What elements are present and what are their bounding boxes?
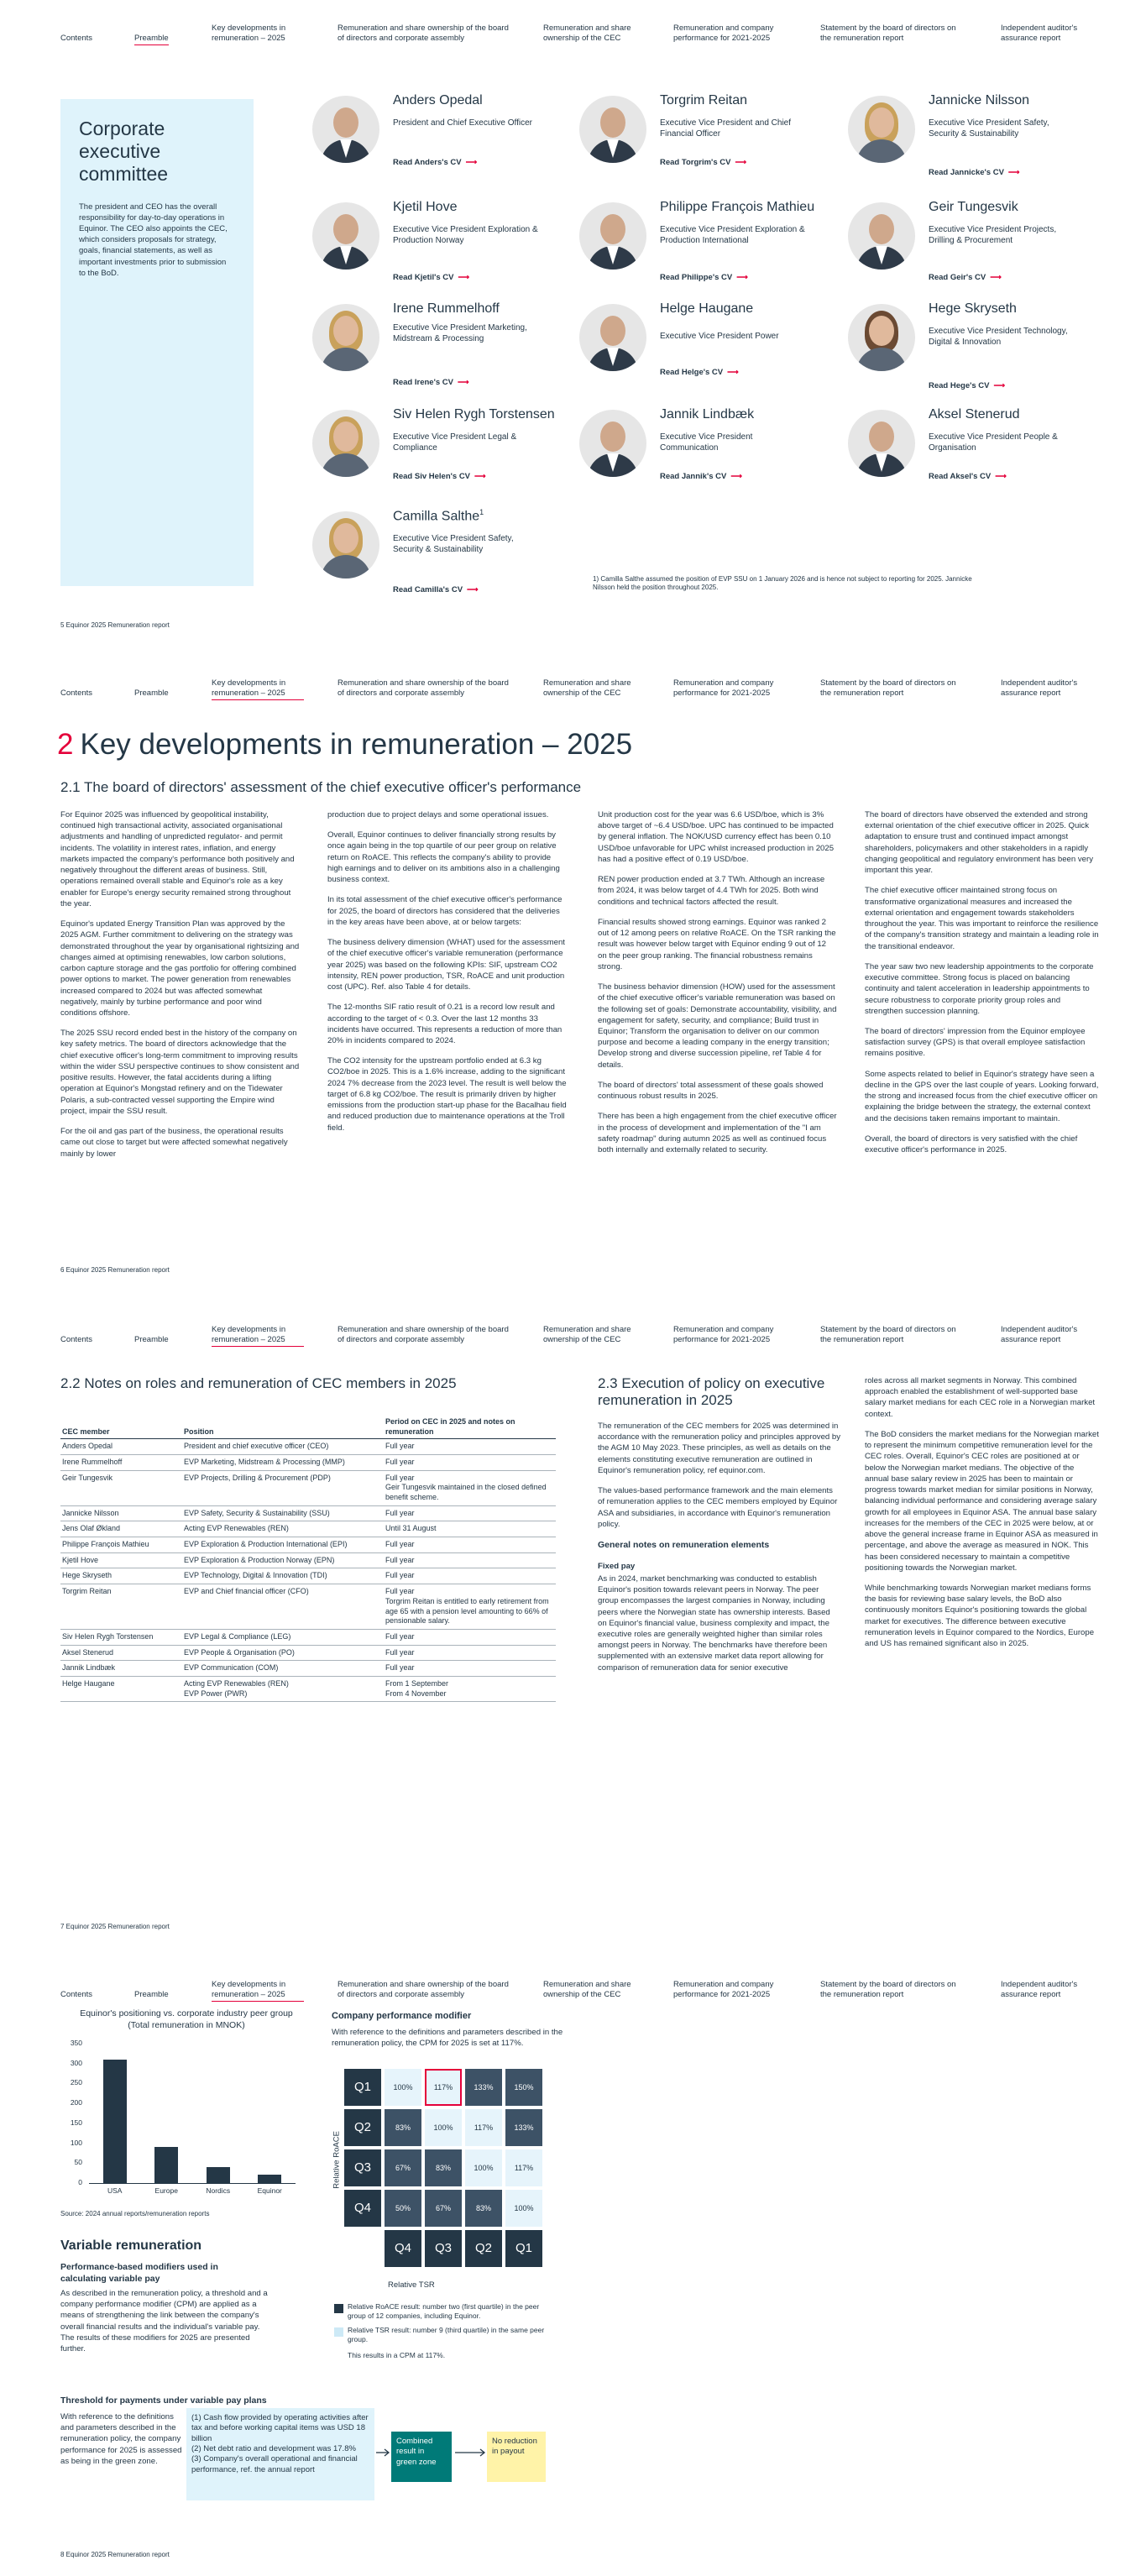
person-card xyxy=(848,406,1100,499)
person-card xyxy=(312,508,564,600)
portrait-photo xyxy=(312,511,379,579)
arrow-right-icon: ⟶ xyxy=(993,381,1006,390)
arrow-right-icon: ⟶ xyxy=(467,585,479,594)
x-tick-label: Nordics xyxy=(206,2186,231,2195)
arrow-right-icon: ⟶ xyxy=(735,158,747,167)
table-row xyxy=(60,1537,556,1553)
position-cell: Acting EVP Renewables (REN) xyxy=(182,1521,384,1537)
legend-result: This results in a CPM at 117%. xyxy=(348,2351,446,2359)
cec-member-cell: Philippe François Mathieu xyxy=(60,1537,182,1553)
nav-contents[interactable]: Contents xyxy=(60,1335,93,1344)
cpm-title: Company performance modifier xyxy=(332,2011,472,2021)
arrow-right-icon: ⟶ xyxy=(458,273,470,282)
cv-link[interactable]: Read Anders's CV ⟶ xyxy=(393,158,478,167)
section-title: Key developments in remuneration – 2025 xyxy=(80,728,633,761)
table-row xyxy=(60,1470,556,1505)
legend-tsr: Relative TSR result: number 9 (third quartile) in the same peer group. xyxy=(348,2326,545,2344)
table-row xyxy=(60,1521,556,1537)
nav-preamble[interactable]: Preamble xyxy=(134,1990,169,1999)
table-row xyxy=(60,1568,556,1584)
cv-link[interactable]: Read Hege's CV ⟶ xyxy=(929,381,1006,390)
text-column-4: The board of directors have observed the extended and strong external orientation of the chief executive officer in 2025. Quick adaptation to ensure trust and continued impact amongst shareholders, policymakers and other stakeholders in a rapidly changing geopolitical and regulatory environment has been very important this year. The chief executive officer maintained strong focus on transformative organizational measures and increased the external orientation and engagement towards stakeholders throughout the year. This was important to reinforce the resilience of the company's transition strategy and maintain a leading role in the transitional endeavor. The year saw two new leadership appointments to the corporate executive committee. Strong focus is placed on balancing continuity and talent acceleration in leadership appointments to secure robustness to corporate priority group roles and strengthen succession planning. The board of directors' impression from the Equinor employee satisfaction survey (GPS) is that overall employee satisfaction remains positive. Some aspects related to belief in Equinor's strategy have seen a decline in the GPS over the last couple of years. Looking forward, the strong and increased focus from the chief executive officer on explaining the bridge between the strategy, the external context and the decisions taken remains important to maintain. Overall, the board of directors is very satisfied with the chief executive officer's performance in 2025. xyxy=(865,810,1099,1155)
person-card xyxy=(312,199,564,291)
cv-link[interactable]: Read Aksel's CV ⟶ xyxy=(929,472,1007,481)
cec-member-cell: Aksel Stenerud xyxy=(60,1645,182,1661)
cec-box-text: The president and CEO has the overall responsibility for day-to-day operations in Equinor. The CEO also appoints the CEC, which considers proposals for strategy, goals, financial statements, as well as important investments prior to submission to the BoD. xyxy=(79,202,228,278)
position-cell: EVP Exploration & Production International (EPI) xyxy=(182,1537,384,1553)
person-name: Aksel Stenerud xyxy=(929,407,1020,421)
green-zone-box: Combined result in green zone xyxy=(391,2432,452,2482)
text-column-3: Unit production cost for the year was 6.6 USD/boe, which is 3% above target of ~6.4 USD/boe. UPC has continued to be impacted by general inflation. The NOK/USD currency effect has been 0.10 USD/boe unfavorable for UPC whilst increased production in 2025 has had a positive effect of 0.19 USD/boe. REN power production ended at 3.7 TWh. Although an increase from 2024, it was below target of 4.4 TWh for 2025. Both wind conditions and technical factors affected the result. Financial results showed strong earnings. Equinor was ranked 2 out of 12 among peers on relative RoACE. On the TSR ranking the result was however below target with Equinor ending 9 out of 12 on the peer group ranking. The financial robustness remains strong. The business behavior dimension (HOW) used for the assessment of the chief executive officer's variable remuneration was based on the following set of goals: Demonstrate accountability, visibility, and engagement for safety, security, and compliance; Build trust in Equinor; Transform the organisation to deliver on our common purpose and become a leading company in the energy transition; Develop strong and diverse succession pipeline, ref Table 4 for details. The board of directors' total assessment of these goals showed continuous robust results in 2025. There has been a high engagement from the chief executive officer in the process of development and implementation of the "I am safety roadmap" during autumn 2025 as well as continued focus both internally and externally related to security. xyxy=(598,810,837,1155)
top-nav xyxy=(60,1325,1097,1348)
legend-roace: Relative RoACE result: number two (first quartile) in the peer group of 12 companies, including Equinor. xyxy=(348,2302,540,2321)
person-title: Executive Vice President Exploration & Production International xyxy=(660,225,805,245)
period-cell: Full year xyxy=(384,1439,556,1455)
cec-member-cell: Jens Olaf Økland xyxy=(60,1521,182,1537)
person-card xyxy=(579,406,831,499)
person-name: Hege Skryseth xyxy=(929,301,1017,316)
cec-roles-table xyxy=(60,1415,556,1702)
column-header: Position xyxy=(182,1415,384,1439)
person-card xyxy=(848,92,1100,185)
cec-member-cell: Hege Skryseth xyxy=(60,1568,182,1584)
top-nav xyxy=(60,24,1097,47)
position-cell: Acting EVP Renewables (REN) EVP Power (PWR) xyxy=(182,1676,384,1701)
cec-member-cell: Helge Haugane xyxy=(60,1676,182,1701)
nav-company-performance[interactable]: Remuneration and company performance for 2021-2025 xyxy=(673,1325,774,1344)
row-label: Q1 xyxy=(344,2069,381,2106)
policy-column-2: roles across all market segments in Norway. This combined approach enabled the establishment of well-supported base salary market medians for each CEC role in a Norwegian market context. The BoD considers the market medians for the Norwegian market to represent the minimum competitive remuneration level for the CEC roles. Overall, Equinor's CEC roles are positioned at or below the Norwegian market medians. The objective of the annual base salary review in 2025 has been to maintain or progress towards market median for similar positions in Norway, balancing individual performance and considering average salary growth for all employees in Equinor ASA. The annual base salary increases for the members of the CEC in 2025 were below, at or above the general increase frame in Equinor ASA as measured in percentage, and above the average as measured in NOK. This has been considered necessary to maintain a competitive positioning towards the Norwegian market. While benchmarking towards Norwegian market medians forms the basis for reviewing base salary levels, the BoD also continuously monitors Equinor's positioning towards the global market for executives. The difference between executive remuneration levels in Equinor compared to the Nordics, Europe and US has remained significant also in 2025. xyxy=(865,1376,1099,1649)
cec-member-cell: Torgrim Reitan xyxy=(60,1584,182,1630)
position-cell: EVP Safety, Security & Sustainability (SSU) xyxy=(182,1505,384,1521)
nav-preamble[interactable]: Preamble xyxy=(134,1335,169,1344)
nav-board-statement[interactable]: Statement by the board of directors on the remuneration report xyxy=(820,24,956,43)
person-title: Executive Vice President Safety, Security & Sustainability xyxy=(929,118,1049,139)
cec-box-title: Corporate executive committee xyxy=(79,118,169,186)
person-name: Jannik Lindbæk xyxy=(660,407,755,421)
portrait-photo xyxy=(579,202,646,270)
matrix-cell: 67% xyxy=(385,2149,421,2186)
footnote: 1) Camilla Salthe assumed the position of EVP SSU on 1 January 2026 and is hence not subject to reporting for 2025. Jannicke Nilsson held the position throughout 2025. xyxy=(593,575,972,592)
table-row xyxy=(60,1645,556,1661)
period-cell: Full year xyxy=(384,1568,556,1584)
table-header-row xyxy=(60,1415,556,1439)
period-cell: Full year Geir Tungesvik maintained in the closed defined benefit scheme. xyxy=(384,1470,556,1505)
flow-arrow xyxy=(374,2447,391,2458)
cv-link[interactable]: Read Geir's CV ⟶ xyxy=(929,273,1002,282)
page-5 xyxy=(0,0,1146,655)
y-tick-label: 150 xyxy=(70,2118,82,2127)
nav-board-remuneration[interactable]: Remuneration and share ownership of the board of directors and corporate assembly xyxy=(338,24,509,43)
position-cell: EVP Communication (COM) xyxy=(182,1661,384,1677)
text-column-2: production due to project delays and some operational issues. Overall, Equinor continues to deliver financially strong results by once again being in the top quartile of our peer group on relative return on RoACE. This reflects the company's ability to provide high earnings and to deliver on its ambitions also in a challenging business context. In its total assessment of the chief executive officer's performance for 2025, the board of directors has considered that the deliveries in the key areas have been above, at or below targets: The business delivery dimension (WHAT) used for the assessment of the chief executive officer's variable remuneration (performance year 2025) was based on the following KPIs: SIF, upstream CO2 intensity, REN power production, TSR, RoACE and unit production cost (UPC). Ref. also Table 4 for details. The 12-months SIF ratio result of 0.21 is a record low result and according to the target of < 0.3. Over the last 12 months 33 incidents have occurred. This represents a reduction of more than 20% in incidents compared to 2024. The CO2 intensity for the upstream portfolio ended at 6.3 kg CO2/boe in 2025. This is a 1.6% increase, adding to the significant 2024 7% decrease from the 2023 level. The result is well below the target of 6.8 kg CO2/boe. The result is primarily driven by higher emissions from the production start-up phase for the Bacalhau field and reduced production due to maintenance operations at the Troll field. xyxy=(327,810,567,1133)
nav-auditor-report[interactable]: Independent auditor's assurance report xyxy=(1001,1980,1078,1999)
person-name: Irene Rummelhoff xyxy=(393,301,500,316)
nav-board-remuneration[interactable]: Remuneration and share ownership of the board of directors and corporate assembly xyxy=(338,1980,509,1999)
cv-link[interactable]: Read Irene's CV ⟶ xyxy=(393,378,469,387)
matrix-cell: 100% xyxy=(385,2069,421,2106)
portrait-photo xyxy=(312,202,379,270)
cv-link[interactable]: Read Siv Helen's CV ⟶ xyxy=(393,472,486,481)
nav-cec-remuneration[interactable]: Remuneration and share ownership of the CEC xyxy=(543,678,631,698)
period-cell: Full year Torgrim Reitan is entitled to early retirement from age 65 with a pension level amounting to 66% of pensionable salary. xyxy=(384,1584,556,1630)
person-name: Torgrim Reitan xyxy=(660,93,748,107)
y-tick-label: 300 xyxy=(70,2058,82,2067)
period-cell: Full year xyxy=(384,1454,556,1470)
table-row xyxy=(60,1584,556,1630)
period-cell: From 1 September From 4 November xyxy=(384,1676,556,1701)
arrow-right-icon: ⟶ xyxy=(727,368,739,377)
period-cell: Until 31 August xyxy=(384,1521,556,1537)
position-cell: EVP Legal & Compliance (LEG) xyxy=(182,1629,384,1645)
person-title: Executive Vice President and Chief Financial Officer xyxy=(660,118,792,139)
portrait-photo xyxy=(848,96,915,163)
table-row xyxy=(60,1676,556,1701)
person-name: Kjetil Hove xyxy=(393,200,458,214)
person-title: Executive Vice President Technology, Digital & Innovation xyxy=(929,327,1068,347)
bar-chart-title: Equinor's positioning vs. corporate industry peer group (Total remuneration in MNOK) xyxy=(80,2008,293,2030)
nav-cec-remuneration[interactable]: Remuneration and share ownership of the CEC xyxy=(543,1325,631,1344)
table-row xyxy=(60,1454,556,1470)
table-row xyxy=(60,1552,556,1568)
table-row xyxy=(60,1629,556,1645)
period-cell: Full year xyxy=(384,1661,556,1677)
position-cell: EVP Projects, Drilling & Procurement (PDP) xyxy=(182,1470,384,1505)
subsection-title-2-2: 2.2 Notes on roles and remuneration of CEC members in 2025 xyxy=(60,1375,457,1391)
person-title: Executive Vice President Communication xyxy=(660,432,753,453)
y-tick-label: 100 xyxy=(70,2138,82,2147)
period-cell: Full year xyxy=(384,1629,556,1645)
legend-swatch-light xyxy=(334,2327,343,2337)
table-row xyxy=(60,1505,556,1521)
y-tick-label: 200 xyxy=(70,2098,82,2107)
person-title: Executive Vice President Exploration & Production Norway xyxy=(393,225,538,245)
matrix-cell: 133% xyxy=(505,2109,542,2146)
person-name: Helge Haugane xyxy=(660,301,754,316)
variable-remuneration-subtitle: Performance-based modifiers used in calculating variable pay xyxy=(60,2262,218,2284)
person-card xyxy=(848,199,1100,291)
cpm-x-label: Relative TSR xyxy=(388,2280,435,2290)
person-title: Executive Vice President Safety, Security & Sustainability xyxy=(393,534,514,554)
cv-link[interactable]: Read Helge's CV ⟶ xyxy=(660,368,739,377)
arrow-right-icon: ⟶ xyxy=(465,158,478,167)
matrix-cell: 100% xyxy=(505,2190,542,2227)
cec-member-cell: Kjetil Hove xyxy=(60,1552,182,1568)
cec-intro-box xyxy=(60,99,254,586)
cv-link[interactable]: Read Kjetil's CV ⟶ xyxy=(393,273,470,282)
top-nav xyxy=(60,678,1097,702)
nav-company-performance[interactable]: Remuneration and company performance for 2021-2025 xyxy=(673,678,774,698)
row-label: Q2 xyxy=(344,2109,381,2146)
policy-column-1: The remuneration of the CEC members for 2025 was determined in accordance with the remuneration policy and principles approved by the AGM 10 May 2023. These principles, as well as details on the elements constituting executive remuneration are outlined in Equinor's remuneration policy, ref equinor.com. The values-based performance framework and the main elements of remuneration applies to the CEC members employed by Equinor ASA and subsidiaries, in accordance with Equinor's remuneration policy. General notes on remuneration elements Fixed pay As in 2024, market benchmarking was conducted to establish Equinor's position towards relevant peers in Norway. The peer group encompasses the largest companies in Norway, including peers where the Norwegian state has ownership interests. Based on Equinor's financial value, business complexity and impact, the executive roles are generally weighted higher than similar roles amongst peers in Norway. The benchmarks have therefore been supplemented with an extensive market data report allowing for comparison of remuneration data for senior executive xyxy=(598,1422,841,1673)
chart-source: Source: 2024 annual reports/remuneration reports xyxy=(60,2210,210,2217)
portrait-photo xyxy=(848,410,915,477)
bar-nordics xyxy=(207,2167,230,2183)
flow-arrow xyxy=(453,2447,487,2458)
threshold-criteria-box: (1) Cash flow provided by operating activities after tax and before working capital items was USD 18 billion (2) Net debt ratio and development was 17.8% (3) Company's overall operational and financial performance, ref. the annual report xyxy=(186,2408,374,2500)
x-axis-line xyxy=(89,2183,296,2184)
page-footer: 7 Equinor 2025 Remuneration report xyxy=(60,1923,170,1930)
matrix-cell: 83% xyxy=(385,2109,421,2146)
footnote-marker: 1 xyxy=(479,508,484,516)
matrix-cell: 100% xyxy=(425,2109,462,2146)
table-row xyxy=(60,1661,556,1677)
x-tick-label: Europe xyxy=(154,2186,178,2195)
nav-auditor-report[interactable]: Independent auditor's assurance report xyxy=(1001,24,1078,43)
matrix-cell: 117% xyxy=(465,2109,502,2146)
position-cell: President and chief executive officer (CEO) xyxy=(182,1439,384,1455)
arrow-right-icon: ⟶ xyxy=(1007,168,1020,177)
matrix-cell: 117% xyxy=(505,2149,542,2186)
x-tick-label: USA xyxy=(107,2186,123,2195)
portrait-photo xyxy=(579,304,646,371)
text-column-1: For Equinor 2025 was influenced by geopolitical instability, continued high transactional activity, associated organisational adjustments and handling of unpredicted regulator- and permit incidents. The volatility in interest rates, inflation, and energy markets impacted the company's performance both positively and negatively throughout the different areas of business. Still, operations remained overall stable and Equinor's role as a key enabler for Europe's energy security remained strong throughout the year. Equinor's updated Energy Transition Plan was approved by the 2025 AGM. Further commitment to delivering on the strategy was demonstrated throughout the year by organisational rightsizing and changes aimed at optimising renewables, low carbon solutions, carbon capture storage and the gas portfolio for offering combined power options to market. The power generation from renewables increased compared to 2024 but was affected somewhat negatively, mainly by turbine performance and poor wind conditions offshore. The 2025 SSU record ended best in the history of the company on key safety metrics. The board of directors acknowledge that the chief executive officer's long-term commitment to improving results within the wider SSU perspective continues to show consistent and positive results. However, the fatal accidents during a lifting operation at Equinor's Mongstad refinery and on the Tidewater Polaris, a sub-contracted vessel supporting the Empire wind project, impair the SSU result. For the oil and gas part of the business, the operational results came out close to target but were affected somewhat negatively mainly by lower xyxy=(60,810,300,1159)
subsection-title-2-3: 2.3 Execution of policy on executive remuneration in 2025 xyxy=(598,1375,825,1409)
column-label: Q1 xyxy=(505,2230,542,2267)
position-cell: EVP Marketing, Midstream & Processing (MMP) xyxy=(182,1454,384,1470)
cv-link[interactable]: Read Camilla's CV ⟶ xyxy=(393,585,479,594)
threshold-text: With reference to the definitions and parameters described in the remuneration policy, the company performance for 2025 is assessed as being in the green zone. xyxy=(60,2412,182,2466)
nav-cec-remuneration[interactable]: Remuneration and share ownership of the CEC xyxy=(543,24,631,43)
page-footer: 6 Equinor 2025 Remuneration report xyxy=(60,1266,170,1274)
person-name: Philippe François Mathieu xyxy=(660,200,815,214)
period-cell: Full year xyxy=(384,1552,556,1568)
period-cell: Full year xyxy=(384,1505,556,1521)
person-card xyxy=(579,199,831,291)
nav-auditor-report[interactable]: Independent auditor's assurance report xyxy=(1001,678,1078,698)
cv-link[interactable]: Read Torgrim's CV ⟶ xyxy=(660,158,747,167)
cec-member-cell: Jannicke Nilsson xyxy=(60,1505,182,1521)
matrix-cell: 83% xyxy=(425,2149,462,2186)
column-label: Q4 xyxy=(385,2230,421,2267)
bar-chart xyxy=(60,2039,304,2198)
person-card xyxy=(312,92,564,185)
cec-member-cell: Geir Tungesvik xyxy=(60,1470,182,1505)
bar-usa xyxy=(103,2060,127,2183)
matrix-cell: 50% xyxy=(385,2190,421,2227)
matrix-cell: 83% xyxy=(465,2190,502,2227)
cec-member-cell: Anders Opedal xyxy=(60,1439,182,1455)
nav-key-developments[interactable]: Key developments in remuneration – 2025 xyxy=(212,24,286,43)
nav-auditor-report[interactable]: Independent auditor's assurance report xyxy=(1001,1325,1078,1344)
y-tick-label: 50 xyxy=(74,2158,82,2167)
position-cell: EVP Exploration & Production Norway (EPN) xyxy=(182,1552,384,1568)
cpm-matrix xyxy=(344,2069,564,2279)
subsection-title: 2.1 The board of directors' assessment of the chief executive officer's performance xyxy=(60,779,582,795)
person-title: Executive Vice President Power xyxy=(660,332,779,341)
top-nav xyxy=(60,1980,1097,2003)
nav-contents[interactable]: Contents xyxy=(60,689,93,698)
cv-link[interactable]: Read Philippe's CV ⟶ xyxy=(660,273,748,282)
threshold-title: Threshold for payments under variable pay plans xyxy=(60,2395,267,2406)
person-title: Executive Vice President Marketing, Midstream & Processing xyxy=(393,323,527,343)
variable-remuneration-title: Variable remuneration xyxy=(60,2238,202,2253)
matrix-cell: 67% xyxy=(425,2190,462,2227)
person-card xyxy=(848,301,1100,393)
arrow-right-icon: ⟶ xyxy=(730,472,742,481)
page-6 xyxy=(0,655,1146,1301)
nav-company-performance[interactable]: Remuneration and company performance for 2021-2025 xyxy=(673,24,774,43)
nav-company-performance[interactable]: Remuneration and company performance for 2021-2025 xyxy=(673,1980,774,1999)
page-footer: 8 Equinor 2025 Remuneration report xyxy=(60,2551,170,2558)
nav-board-statement[interactable]: Statement by the board of directors on the remuneration report xyxy=(820,678,956,698)
person-title: Executive Vice President Legal & Compliance xyxy=(393,432,517,453)
row-label: Q3 xyxy=(344,2149,381,2186)
person-name: Siv Helen Rygh Torstensen xyxy=(393,407,555,421)
arrow-right-icon: ⟶ xyxy=(990,273,1002,282)
column-label: Q2 xyxy=(465,2230,502,2267)
matrix-cell: 100% xyxy=(465,2149,502,2186)
portrait-photo xyxy=(312,410,379,477)
column-label: Q3 xyxy=(425,2230,462,2267)
column-header: Period on CEC in 2025 and notes on remuneration xyxy=(384,1415,556,1439)
person-title: President and Chief Executive Officer xyxy=(393,118,533,128)
no-reduction-box: No reduction in payout xyxy=(487,2432,546,2482)
person-card xyxy=(312,301,564,393)
matrix-cell: 150% xyxy=(505,2069,542,2106)
page-8 xyxy=(0,1956,1146,2576)
portrait-photo xyxy=(312,96,379,163)
arrow-right-icon: ⟶ xyxy=(736,273,748,282)
person-card xyxy=(312,406,564,499)
table-row xyxy=(60,1439,556,1455)
x-tick-label: Equinor xyxy=(257,2186,282,2195)
arrow-right-icon: ⟶ xyxy=(995,472,1007,481)
bar-equinor xyxy=(258,2175,281,2183)
cec-member-cell: Irene Rummelhoff xyxy=(60,1454,182,1470)
y-tick-label: 350 xyxy=(70,2039,82,2047)
cpm-text: With reference to the definitions and parameters described in the remuneration policy, the CPM for 2025 is set at 117%. xyxy=(332,2028,563,2049)
portrait-photo xyxy=(312,304,379,371)
period-cell: Full year xyxy=(384,1645,556,1661)
nav-cec-remuneration[interactable]: Remuneration and share ownership of the CEC xyxy=(543,1980,631,1999)
portrait-photo xyxy=(848,304,915,371)
portrait-photo xyxy=(579,410,646,477)
nav-board-remuneration[interactable]: Remuneration and share ownership of the board of directors and corporate assembly xyxy=(338,1325,509,1344)
person-name: Camilla Salthe$^1$ xyxy=(393,508,484,524)
matrix-cell: 117% xyxy=(425,2069,462,2106)
nav-preamble[interactable]: Preamble xyxy=(134,689,169,698)
cec-member-cell: Siv Helen Rygh Torstensen xyxy=(60,1629,182,1645)
person-title: Executive Vice President People & Organisation xyxy=(929,432,1058,453)
person-name: Anders Opedal xyxy=(393,93,483,107)
nav-board-statement[interactable]: Statement by the board of directors on the remuneration report xyxy=(820,1325,956,1344)
nav-board-statement[interactable]: Statement by the board of directors on the remuneration report xyxy=(820,1980,956,1999)
arrow-right-icon: ⟶ xyxy=(474,472,486,481)
section-heading xyxy=(57,729,632,762)
nav-contents[interactable]: Contents xyxy=(60,34,93,43)
page-footer: 5 Equinor 2025 Remuneration report xyxy=(60,621,170,629)
legend-swatch-navy xyxy=(334,2304,343,2313)
y-tick-label: 250 xyxy=(70,2078,82,2087)
portrait-photo xyxy=(579,96,646,163)
nav-key-developments[interactable]: Key developments in remuneration – 2025 xyxy=(212,1980,304,2002)
person-name: Jannicke Nilsson xyxy=(929,93,1030,107)
person-title: Executive Vice President Projects, Drilling & Procurement xyxy=(929,225,1057,245)
position-cell: EVP Technology, Digital & Innovation (TDI) xyxy=(182,1568,384,1584)
nav-preamble[interactable]: Preamble xyxy=(134,34,169,45)
cv-link[interactable]: Read Jannicke's CV ⟶ xyxy=(929,168,1020,177)
section-number: 2 xyxy=(57,728,74,761)
position-cell: EVP People & Organisation (PO) xyxy=(182,1645,384,1661)
period-cell: Full year xyxy=(384,1537,556,1553)
nav-key-developments[interactable]: Key developments in remuneration – 2025 xyxy=(212,1325,304,1347)
person-card xyxy=(579,92,831,185)
person-name: Geir Tungesvik xyxy=(929,200,1018,214)
cec-member-cell: Jannik Lindbæk xyxy=(60,1661,182,1677)
row-label: Q4 xyxy=(344,2190,381,2227)
nav-board-remuneration[interactable]: Remuneration and share ownership of the board of directors and corporate assembly xyxy=(338,678,509,698)
arrow-right-icon: ⟶ xyxy=(457,378,469,387)
position-cell: EVP and Chief financial officer (CFO) xyxy=(182,1584,384,1630)
nav-contents[interactable]: Contents xyxy=(60,1990,93,1999)
cv-link[interactable]: Read Jannik's CV ⟶ xyxy=(660,472,742,481)
variable-remuneration-text: As described in the remuneration policy, a threshold and a company performance modifier (CPM) are applied as a means of strengthening the link between the company's overall financial results and the individual's variable pay. The results of these modifiers for 2025 are presented further. xyxy=(60,2289,268,2354)
matrix-cell: 133% xyxy=(465,2069,502,2106)
person-card xyxy=(579,301,831,393)
bar-europe xyxy=(154,2147,178,2183)
y-tick-label: 0 xyxy=(78,2178,82,2186)
cpm-y-label: Relative RoACE xyxy=(332,2131,342,2189)
portrait-photo xyxy=(848,202,915,270)
nav-key-developments[interactable]: Key developments in remuneration – 2025 xyxy=(212,678,304,700)
column-header: CEC member xyxy=(60,1415,182,1439)
